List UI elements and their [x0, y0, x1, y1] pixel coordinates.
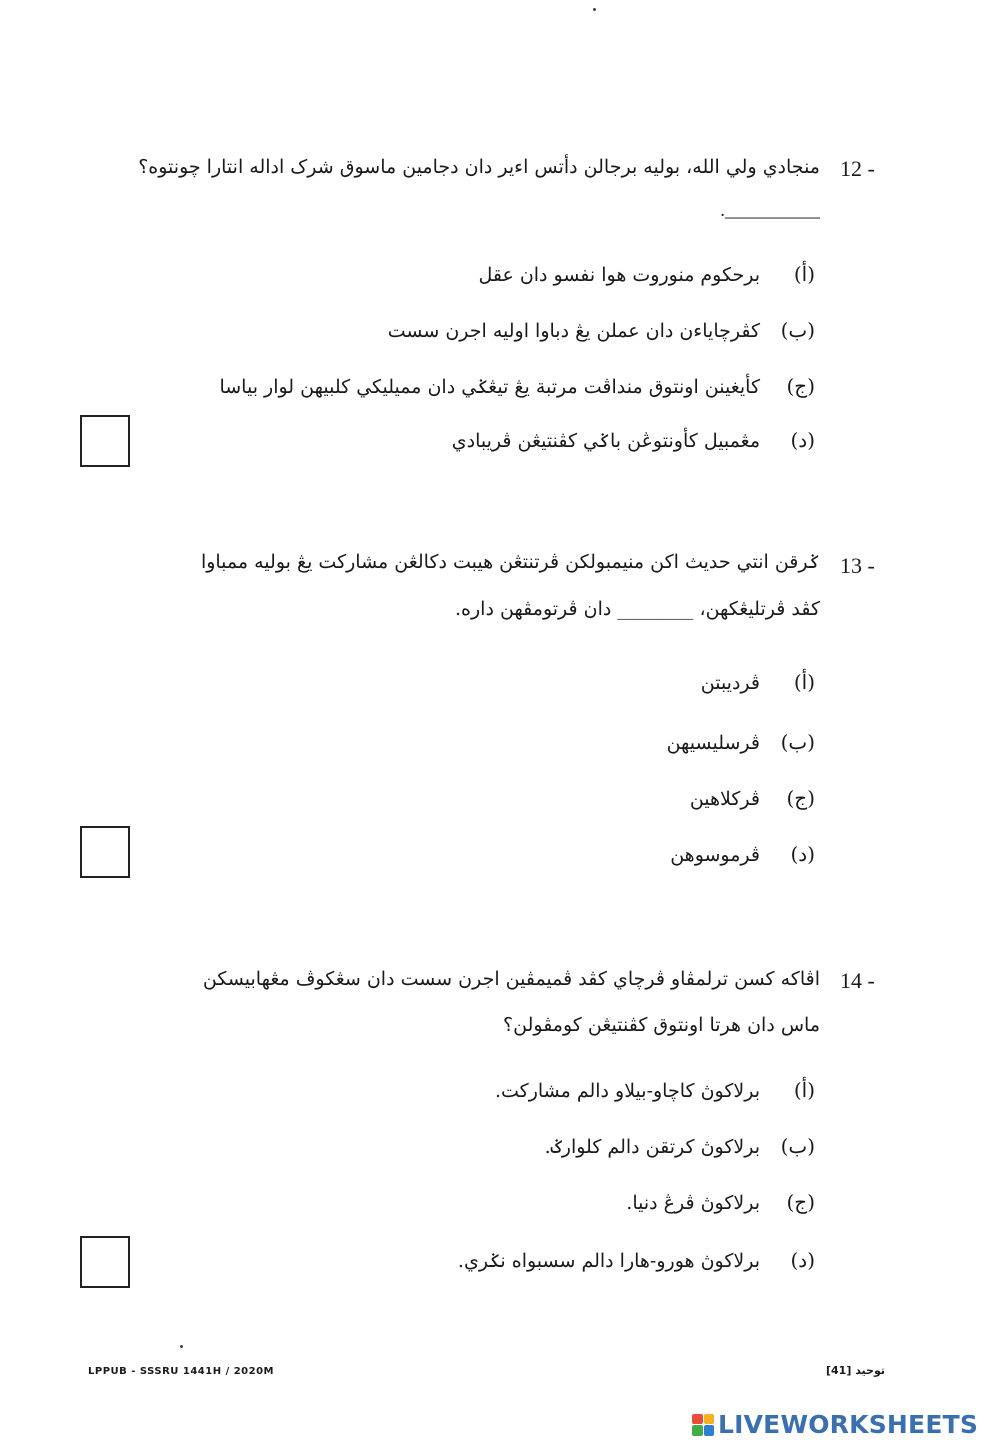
option-label: (د) [790, 428, 815, 452]
option-label: (ب) [780, 1134, 815, 1158]
logo-tile [704, 1414, 715, 1425]
option-text: ڤرموسوهن [670, 844, 760, 866]
option-text: ڤرديبتن [700, 672, 760, 694]
option-label: (ب) [780, 730, 815, 754]
footer-page-label: توحيد [41] [826, 1364, 885, 1377]
option-label: (د) [790, 1248, 815, 1272]
footer-code: LPPUB - SSSRU 1441H / 2020M [88, 1366, 274, 1377]
option-label: (د) [790, 842, 815, 866]
question-blank: __________. [720, 200, 820, 221]
scan-speck [180, 1345, 183, 1348]
logo-tile [704, 1425, 715, 1436]
liveworksheets-brand [692, 1410, 978, 1439]
option-label: (أ) [793, 262, 815, 286]
question-number: 12 - [840, 156, 875, 181]
brand-name: LIVEWORKSHEETS [718, 1410, 979, 1439]
question-text: ݢرقن انتي حديث اكن منيمبولکن ڤرتنتڠن هيبت دکالڠن مشاركت يڠ بوليه ممباوا [200, 551, 820, 573]
option-text: برلاکوڽ کرتقن دالم کلوارݢ. [544, 1136, 760, 1158]
logo-tile [692, 1414, 703, 1425]
liveworksheets-logo-icon [692, 1414, 714, 1436]
option-text: برحكوم منوروت هوا نفسو دان عقل [478, 264, 760, 286]
scan-speck [593, 8, 596, 11]
option-label: (أ) [793, 670, 815, 694]
question-number: 13 - [840, 553, 875, 578]
option-text: مڠمبيل كأونتوڠن باݢي كڤنتيڠن ڤريبادي [451, 430, 760, 452]
option-text: برلاکوڽ ڤرڠ دنيا. [626, 1192, 760, 1214]
option-text: ڤرسليسيهن [666, 732, 760, 754]
option-text: كأيغينن اونتوق منداڤت مرتبة يڠ تيڠݢي دان مميليكي كلبيهن لوار بياسا [219, 376, 760, 398]
answer-box-q13[interactable] [80, 826, 130, 878]
option-label: (ب) [780, 318, 815, 342]
option-label: (ج) [786, 374, 815, 398]
question-text: ماس دان هرتا اونتوق كڤنتيڠن كومڤولن؟ [503, 1014, 820, 1036]
logo-tile [692, 1425, 703, 1436]
question-text: كڤد ڤرتليڠكهن، ________ دان ڤرتومڤهن داره. [455, 598, 820, 620]
answer-box-q14[interactable] [80, 1236, 130, 1288]
question-number: 14 - [840, 968, 875, 993]
question-text: اڤاكه كسن ترلمڤاو ڤرچاي كڤد ڤميمڤين اجرن سست دان سڠكوڤ مڠهابيسکن [202, 968, 820, 990]
question-text: منجادي ولي الله، بوليه برجالن دأتس اءير دان دجامين ماسوق شرک اداله انتارا چونتوه؟ [138, 156, 820, 178]
answer-box-q12[interactable] [80, 415, 130, 467]
option-text: ڤركلاهين [689, 788, 760, 810]
option-text: برلاکوڽ هورو-هارا دالم سسبواه نݢري. [457, 1250, 760, 1272]
option-label: (ج) [786, 1190, 815, 1214]
option-label: (ج) [786, 786, 815, 810]
option-text: كڤرچاياءن دان عملن يڠ دباوا اوليه اجرن سست [387, 320, 760, 342]
option-text: برلاکوڽ کاچاو-بيلاو دالم مشاركت. [494, 1080, 760, 1102]
option-label: (أ) [793, 1078, 815, 1102]
